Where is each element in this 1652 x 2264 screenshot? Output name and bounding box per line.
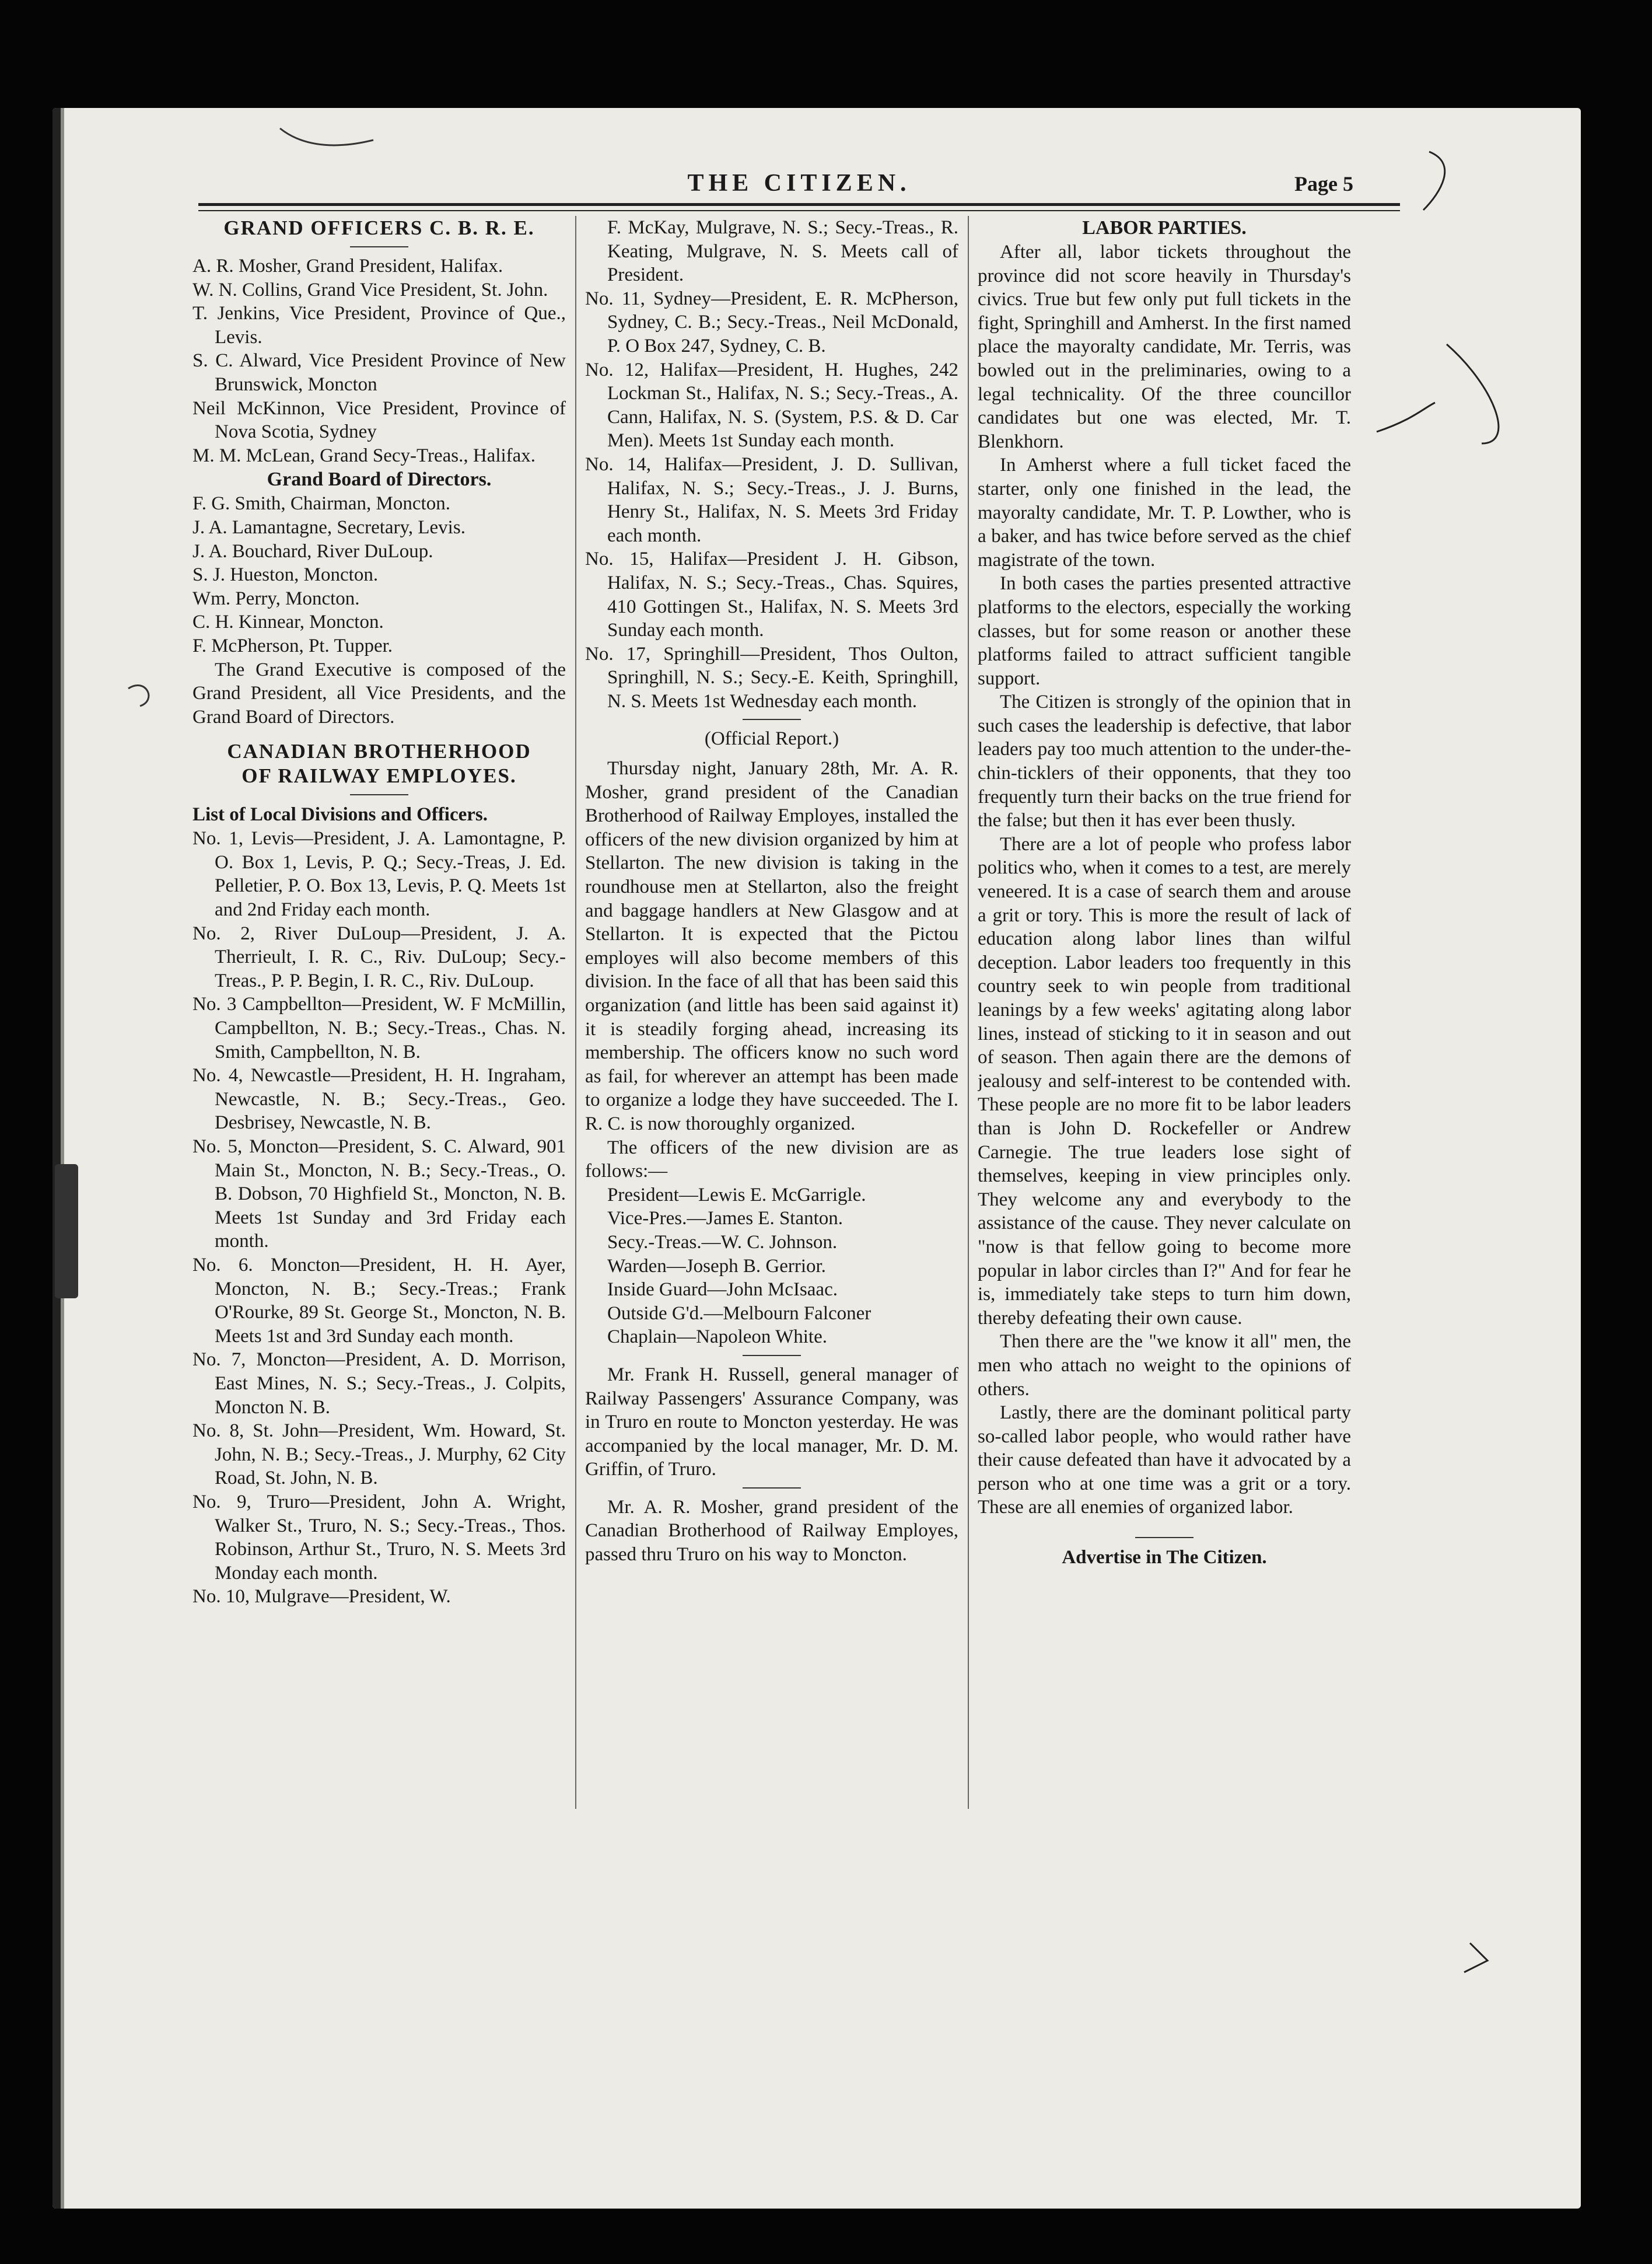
editorial-paragraph: In Amherst where a full ticket faced the starter, only one finished in the lead, the mayoralty candidate, Mr. T. P. Lowther, who is a baker, and has twice before served as the chief magistrate of the town. (978, 455, 1351, 571)
division-entry: No. 7, Moncton—President, A. D. Morrison, East Mines, N. S.; Secy.-Treas., J. Colpits, Moncton N. B. (192, 1349, 566, 1418)
officer-entry: M. M. McLean, Grand Secy-Treas., Halifax. (192, 445, 536, 466)
brotherhood-heading: CANADIAN BROTHERHOOD (227, 740, 531, 763)
division-entry: No. 17, Springhill—President, Thos Oulton, Springhill, N. S.; Secy.-E. Keith, Springhill, N. S. Meets 1st Wednesday each month. (585, 643, 958, 712)
officer-entry: A. R. Mosher, Grand President, Halifax. (192, 256, 503, 277)
new-officer: President—Lewis E. McGarrigle. (607, 1184, 866, 1206)
officers-heading: GRAND OFFICERS C. B. R. E. (223, 216, 535, 239)
division-entry: No. 15, Halifax—President J. H. Gibson, Halifax, N. S.; Secy.-Treas., Chas. Squires, 410 Gottingen St., Halifax, N. S. Meets 3rd Sunday each month. (585, 548, 958, 641)
officer-entry: Neil McKinnon, Vice President, Province of Nova Scotia, Sydney (192, 397, 566, 443)
editorial-paragraph: After all, labor tickets throughout the province did not score heavily in Thursday's civics. True but few only put full tickets in the fight, Springhill and Amherst. In the first named place the mayoralty candidate, Mr. Terris, was bowled out in the preliminaries, owing to a legal technicality. Of the three councillor candidates but one was elected, Mr. T. Blenkhorn. (978, 242, 1351, 452)
division-entry: No. 2, River DuLoup—President, J. A. Therrieult, I. R. C., Riv. DuLoup; Secy.-Treas., P. P. Begin, I. R. C., Riv. DuLoup. (192, 923, 566, 991)
board-entry: Wm. Perry, Moncton. (192, 588, 360, 609)
board-entry: J. A. Lamantagne, Secretary, Levis. (192, 516, 466, 538)
editorial-paragraph: Then there are the "we know it all" men, the men who attach no weight to the opinions of others. (978, 1331, 1351, 1400)
new-officer: Warden—Joseph B. Gerrior. (607, 1255, 826, 1277)
division-entry: No. 4, Newcastle—President, H. H. Ingraham, Newcastle, N. B.; Secy.-Treas., Geo. Desbrisey, Newcastle, N. B. (192, 1065, 566, 1134)
division-entry: No. 3 Campbellton—President, W. F McMillin, Campbellton, N. B.; Secy.-Treas., Chas. N. Smith, Campbellton, N. B. (192, 994, 566, 1063)
division-entry: No. 12, Halifax—President, H. Hughes, 242 Lockman St., Halifax, N. S.; Secy.-Treas., A. Cann, Halifax, N. S. (System, P.S. & D. Car Men). Meets 1st Sunday each month. (585, 359, 958, 452)
officer-entry: T. Jenkins, Vice President, Province of Que., Levis. (192, 303, 566, 348)
executive-note: The Grand Executive is composed of the Grand President, all Vice Presidents, and the Grand Board of Directors. (192, 659, 566, 728)
news-paragraph: Mr. Frank H. Russell, general manager of Railway Passengers' Assurance Company, was in Truro en route to Moncton yesterday. He was accompanied by the local manager, Mr. D. M. Griffin, of Truro. (585, 1364, 958, 1480)
division-entry: No. 6. Moncton—President, H. H. Ayer, Moncton, N. B.; Secy.-Treas.; Frank O'Rourke, 89 St. George St., Moncton, N. B. Meets 1st and 3rd Sunday each month. (192, 1254, 566, 1347)
division-entry: No. 11, Sydney—President, E. R. McPherson, Sydney, C. B.; Secy.-Treas., Neil McDonald, P. O Box 247, Sydney, C. B. (585, 288, 958, 357)
officer-entry: S. C. Alward, Vice President Province of New Brunswick, Moncton (192, 350, 566, 395)
division-entry: No. 1, Levis—President, J. A. Lamontagne, P. O. Box 1, Levis, P. Q.; Secy.-Treas, J. Ed. Pelletier, P. O. Box 13, Levis, P. Q. Meets 1st and 2nd Friday each month. (192, 828, 566, 921)
report-paragraph: Thursday night, January 28th, Mr. A. R. Mosher, grand president of the Canadian Brotherhood of Railway Employes, installed the officers of the new division organized by him at Stellarton. The new division is taking in the roundhouse men at Stellarton, also the freight and baggage handlers at New Glasgow and at Stellarton. It is expected that the Pictou employes will also become members of this division. In the face of all that has been said this organization (and little has been said against it) it is steadily forging ahead, increasing its membership. The officers know no such word as fail, for wherever an attempt has been made to organize a lodge they have succeeded. The I. R. C. is now thoroughly organized. (585, 758, 958, 1134)
editorial-paragraph: The Citizen is strongly of the opinion that in such cases the leadership is defective, that labor leaders pay too much attention to the under-the-chin-ticklers of their opponents, that they too frequently turn their backs on the true friend for the false; but then it has ever been thusly. (978, 691, 1351, 831)
page-number: Page 5 (1294, 172, 1353, 195)
brotherhood-heading-2: OF RAILWAY EMPLOYES. (242, 764, 517, 788)
division-entry: No. 8, St. John—President, Wm. Howard, St. John, N. B.; Secy.-Treas., J. Murphy, 62 City Road, St. John, N. B. (192, 1420, 566, 1489)
board-entry: J. A. Bouchard, River DuLoup. (192, 540, 433, 562)
newspaper-title: THE CITIZEN. (687, 170, 911, 197)
new-officer: Chaplain—Napoleon White. (607, 1326, 827, 1348)
report-heading: (Official Report.) (704, 728, 839, 750)
new-officer: Outside G'd.—Melbourn Falconer (607, 1302, 872, 1324)
officer-entry: W. N. Collins, Grand Vice President, St. John. (192, 279, 548, 301)
new-officer: Vice-Pres.—James E. Stanton. (607, 1208, 844, 1229)
news-paragraph: Mr. A. R. Mosher, grand president of the Canadian Brotherhood of Railway Employes, passed thru Truro on his way to Moncton. (585, 1496, 958, 1566)
editorial-paragraph: In both cases the parties presented attractive platforms to the electors, especially the working classes, but for some reason or another these platforms failed to attract sufficient tangible support. (978, 573, 1351, 689)
report-paragraph: The officers of the new division are as follows:— (585, 1137, 958, 1182)
divisions-heading: List of Local Divisions and Officers. (192, 804, 488, 826)
new-officer: Inside Guard—John McIsaac. (607, 1279, 838, 1301)
board-entry: F. McPherson, Pt. Tupper. (192, 635, 393, 656)
division-entry: No. 10, Mulgrave—President, W. (192, 1586, 451, 1608)
board-entry: F. G. Smith, Chairman, Moncton. (192, 493, 450, 515)
division-entry: No. 14, Halifax—President, J. D. Sullivan, Halifax, N. S.; Secy.-Treas., J. J. Burns, Henry St., Halifax, N. S. Meets 3rd Friday each month. (585, 453, 958, 546)
board-entry: S. J. Hueston, Moncton. (192, 564, 379, 586)
advertise-line: Advertise in The Citizen. (1062, 1547, 1267, 1568)
board-heading: Grand Board of Directors. (267, 469, 492, 491)
new-officer: Secy.-Treas.—W. C. Johnson. (607, 1231, 838, 1253)
division-entry: No. 5, Moncton—President, S. C. Alward, 901 Main St., Moncton, N. B.; Secy.-Treas., O. B. Dobson, 70 Highfield St., Moncton, N. B. Meets 1st Sunday and 3rd Friday each month. (192, 1136, 566, 1252)
division-entry: No. 9, Truro—President, John A. Wright, Walker St., Truro, N. S.; Secy.-Treas., Thos. Robinson, Arthur St., Truro, N. S. Meets 3rd Monday each month. (192, 1491, 566, 1584)
board-entry: C. H. Kinnear, Moncton. (192, 612, 384, 633)
editorial-paragraph: There are a lot of people who profess labor politics who, when it comes to a test, are merely veneered. It is a case of search them and arouse a grit or tory. This is more the result of lack of education along labor lines than wilful deception. Labor leaders too frequently in this country seek to win people from traditional leanings by a few weeks' agitating along labor lines, instead of sticking to it in season and out of season. Then again there are the demons of jealousy and self-interest to be contended with. These people are no more fit to be labor leaders than is John D. Rockefeller or Andrew Carnegie. The true leaders lose sight of themselves, keeping in view principles only. They welcome any and everybody to the assistance of the cause. They never calculate on "now is that fellow going to become more popular in labor circles than I?" And for fear he is, immediately take steps to turn him down, thereby defeating their own cause. (978, 833, 1351, 1329)
division-entry: F. McKay, Mulgrave, N. S.; Secy.-Treas., R. Keating, Mulgrave, N. S. Meets call of President. (607, 217, 958, 286)
labor-parties-heading: LABOR PARTIES. (1082, 217, 1247, 239)
editorial-paragraph: Lastly, there are the dominant political party so-called labor people, who would rather have their cause defeated than have it advocated by a person who at one time was a grit or a tory. These are all enemies of organized labor. (978, 1402, 1351, 1518)
